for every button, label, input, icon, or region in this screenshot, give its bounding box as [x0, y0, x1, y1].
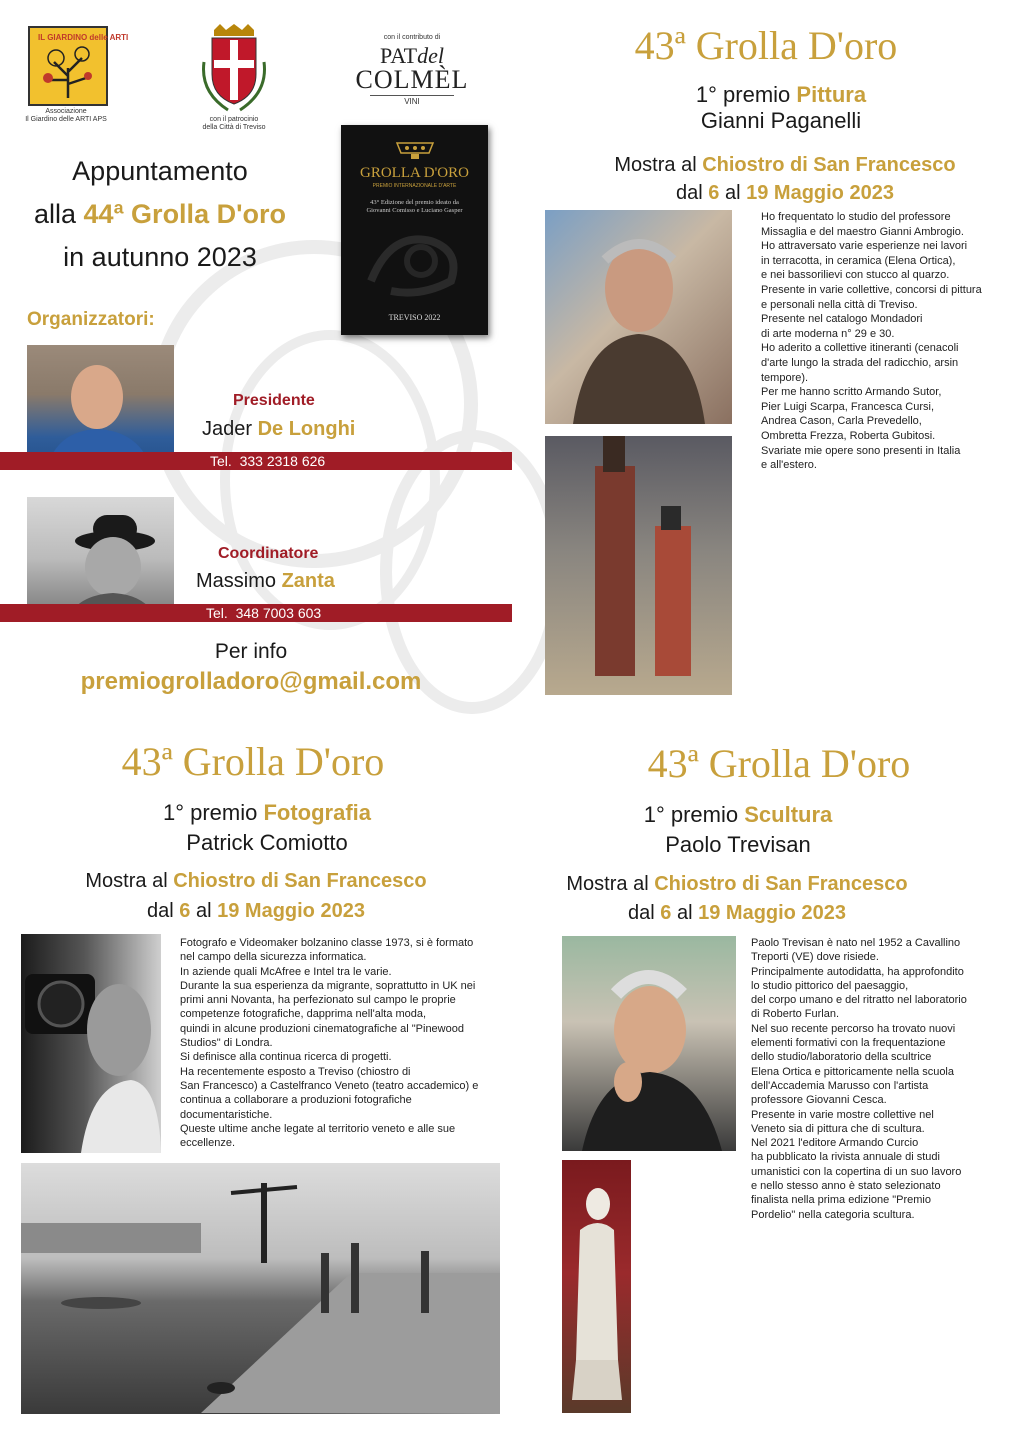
prize-label: 1° premio	[643, 802, 745, 827]
coordinator-photo	[27, 497, 174, 620]
association-caption: Associazione	[45, 108, 87, 115]
person-last-name: De Longhi	[257, 418, 356, 440]
bio-line: di Roberto Furlan.	[751, 1008, 840, 1021]
prize-category: Scultura	[744, 802, 833, 827]
section-title: 43ª Grolla D'oro	[121, 739, 385, 784]
role-label: Coordinatore	[218, 545, 319, 562]
book-subtitle: PREMIO INTERNAZIONALE D'ARTE	[372, 183, 457, 189]
bio-line: e nello stesso anno è stato selezionato	[751, 1180, 941, 1193]
contact-email[interactable]: premiogrolladoro@gmail.com	[80, 668, 422, 695]
camera-portrait-icon	[21, 934, 161, 1153]
date-text: dal	[628, 902, 661, 924]
bio-line: di arte moderna n° 29 e 30.	[761, 327, 895, 340]
bio-line: lo studio pittorico del paesaggio,	[751, 979, 909, 992]
logo-text: IL GIARDINO delle ARTI	[38, 33, 129, 42]
artwork-photograph	[21, 1163, 500, 1414]
bio-line: dell'Accademia Marusso con l'artista	[751, 1079, 929, 1092]
phone-number: 333 2318 626	[239, 453, 326, 469]
book-footer: TREVISO 2022	[388, 313, 441, 322]
date-end: 19 Maggio 2023	[746, 182, 894, 204]
appointment-line: Appuntamento	[72, 156, 248, 186]
bio-line: finalista nella prima edizione "Premio	[751, 1194, 931, 1207]
date-text: dal	[676, 182, 709, 204]
info-label: Per info	[214, 640, 288, 663]
bio-line: e all'estero.	[761, 459, 817, 472]
artwork-painting	[545, 436, 732, 695]
role-label: Presidente	[233, 392, 315, 409]
patronage-caption: della Città di Treviso	[202, 124, 266, 131]
bio-line: Presente nel catalogo Mondadori	[761, 313, 923, 326]
artist-photo	[545, 210, 732, 424]
prize-label: 1° premio	[695, 82, 797, 107]
bio-line: quindi in alcune produzioni cinematografiche al "Pinewood	[180, 1022, 464, 1035]
bio-line: tempore).	[761, 371, 809, 384]
section-title: 43ª Grolla D'oro	[647, 741, 911, 786]
section-title: 43ª Grolla D'oro	[634, 23, 898, 68]
bio-line: Presente in varie mostre collettive nel	[751, 1108, 934, 1121]
exhibition-venue: Chiostro di San Francesco	[173, 870, 427, 892]
bio-line: elementi formativi con la frequentazione	[751, 1037, 946, 1050]
bio-line: Ho attraversato varie esperienze nei lavori	[761, 240, 968, 253]
bio-line: umanistici con la copertina di un suo lavoro	[751, 1165, 962, 1178]
tel-label: Tel.	[210, 453, 232, 469]
portrait-icon	[27, 345, 174, 468]
bio-line: Missaglia e del maestro Gianni Ambrogio.	[761, 225, 964, 238]
bio-line: Pier Luigi Scarpa, Francesca Cursi,	[761, 400, 935, 413]
bio-line: competenze fotografiche, dapprima nell'alta moda,	[180, 1008, 427, 1021]
bio-line: Fotografo e Videomaker bolzanino classe 1973, si è formato	[180, 937, 474, 949]
portrait-icon	[562, 936, 736, 1151]
sponsor-brand: PAT	[380, 43, 418, 68]
association-caption: Il Giardino delle ARTI APS	[25, 116, 107, 123]
artist-photo	[21, 934, 161, 1153]
exhibition-label: Mostra al	[614, 154, 703, 176]
tel-label: Tel.	[206, 605, 228, 621]
bio-line: Veneto sia di pittura che di scultura.	[751, 1122, 925, 1135]
artist-name: Gianni Paganelli	[700, 108, 862, 133]
bio-line: e personali nella città di Treviso.	[761, 298, 918, 311]
date-text: al	[719, 182, 747, 204]
appointment-highlight: 44ª Grolla D'oro	[83, 199, 286, 229]
bio-line: Elena Ortica e pittoricamente nella scuola	[751, 1065, 954, 1078]
bio-line: Pordelio" nella categoria scultura.	[751, 1208, 915, 1221]
prize-category: Pittura	[796, 82, 867, 107]
date-start: 6	[708, 182, 720, 204]
appointment-line: in autunno 2023	[63, 242, 257, 272]
person-last-name: Zanta	[281, 570, 335, 592]
bio-line: continua a collaborare a produzioni fotografiche	[180, 1094, 412, 1107]
phone-number: 348 7003 603	[235, 605, 322, 621]
sponsor-caption: con il contributo di	[383, 34, 441, 41]
appointment-line: alla	[34, 199, 84, 229]
bio-line: Nel suo recente percorso ha trovato nuovi	[751, 1022, 956, 1035]
person-first-name: Jader	[202, 418, 258, 440]
prize-category: Fotografia	[263, 800, 372, 825]
treviso-coat-of-arms	[198, 22, 270, 114]
book-edition: 43° Edizione del premio ideato da	[370, 199, 459, 206]
portrait-icon	[27, 497, 174, 620]
sponsor-brand: del	[417, 43, 444, 68]
date-start: 6	[660, 902, 672, 924]
exhibition-venue: Chiostro di San Francesco	[654, 873, 908, 895]
exhibition-venue: Chiostro di San Francesco	[702, 154, 956, 176]
person-first-name: Massimo	[196, 570, 282, 592]
bio-line: documentaristiche.	[180, 1108, 273, 1121]
bio-line: d'arte lungo la strada del radicchio, arsin	[761, 356, 959, 369]
bio-line: nel campo della sicurezza informatica.	[180, 951, 367, 964]
bio-line: Si definisce alla continua ricerca di progetti.	[180, 1051, 392, 1064]
date-start: 6	[179, 900, 191, 922]
book-edition: Giovanni Comisso e Luciano Gasper	[366, 207, 463, 214]
coat-of-arms-icon	[198, 22, 270, 114]
artist-name: Patrick Comiotto	[186, 830, 348, 855]
bio-line: Ha recentemente esposto a Treviso (chiostro di	[180, 1065, 411, 1078]
bio-line: Ho frequentato lo studio del professore	[761, 211, 951, 223]
bio-line: Per me hanno scritto Armando Sutor,	[761, 386, 942, 399]
patronage-caption: con il patrocinio	[209, 116, 259, 123]
bio-line: ha pubblicato la rivista annuale di studi	[751, 1151, 940, 1164]
date-end: 19 Maggio 2023	[698, 902, 846, 924]
president-photo	[27, 345, 174, 468]
grolla-cup-icon	[393, 139, 437, 161]
bio-line: Presente in varie collettive, concorsi di pittura	[761, 283, 982, 296]
book-emblem-icon	[361, 221, 471, 301]
date-end: 19 Maggio 2023	[217, 900, 365, 922]
tree-art-icon	[30, 28, 129, 104]
bio-line: eccellenze.	[180, 1137, 236, 1150]
bio-line: Ho aderito a collettive itineranti (cenacoli	[761, 342, 959, 355]
artist-name: Paolo Trevisan	[665, 832, 811, 857]
bio-line: Principalmente autodidatta, ha approfondito	[751, 965, 964, 978]
book-title: GROLLA D'ORO	[360, 165, 469, 181]
bio-line: Nel 2021 l'editore Armando Curcio	[751, 1137, 919, 1150]
bio-line: Paolo Trevisan è nato nel 1952 a Cavallino	[751, 937, 961, 949]
bio-line: primi anni Novanta, ha perfezionato sul campo le proprie	[180, 994, 456, 1007]
bio-line: Ombretta Frezza, Roberta Gubitosi.	[761, 429, 936, 442]
portrait-icon	[545, 210, 732, 424]
bio-line: Studios" di Londra.	[180, 1037, 273, 1050]
harbor-scene-icon	[21, 1163, 500, 1414]
bio-line: In aziende quali McAfree e Intel tra le varie.	[180, 965, 392, 978]
date-text: al	[671, 902, 699, 924]
sponsor-sub: VINI	[370, 95, 454, 106]
association-logo	[28, 26, 129, 106]
bio-line: in terracotta, in ceramica (Elena Ortica),	[761, 254, 956, 267]
date-text: dal	[147, 900, 180, 922]
bio-line: San Francesco) a Castelfranco Veneto (teatro accademico) e	[180, 1079, 479, 1092]
artwork-sculpture	[562, 1160, 631, 1413]
sponsor-logo	[350, 34, 474, 106]
organizers-heading: Organizzatori:	[27, 309, 155, 330]
bio-line: Svariate mie opere sono presenti in Italia	[761, 444, 961, 457]
bio-line: professore Giovanni Cesca.	[751, 1094, 887, 1107]
bio-line: Queste ultime anche legate al territorio veneto e alle sue	[180, 1122, 456, 1135]
bio-line: Durante la sua esperienza da migrante, soprattutto in UK nei	[180, 979, 476, 992]
bio-line: dello studio/laboratorio della scultrice	[751, 1051, 932, 1064]
sculpture-icon	[562, 1160, 631, 1413]
bio-line: Andrea Cason, Carla Prevedello,	[761, 415, 922, 428]
prize-label: 1° premio	[162, 800, 264, 825]
painting-figures-icon	[545, 436, 732, 695]
sponsor-brand: COLMÈL	[355, 65, 469, 94]
bio-line: Treporti (VE) dove risiede.	[751, 951, 879, 964]
book-cover	[341, 125, 488, 335]
bio-line: e nei bassorilievi con stucco al quarzo.	[761, 269, 950, 282]
date-text: al	[190, 900, 218, 922]
artist-photo	[562, 936, 736, 1151]
bio-line: del corpo umano e del ritratto nel laboratorio	[751, 994, 967, 1007]
exhibition-label: Mostra al	[85, 870, 174, 892]
exhibition-label: Mostra al	[566, 873, 655, 895]
